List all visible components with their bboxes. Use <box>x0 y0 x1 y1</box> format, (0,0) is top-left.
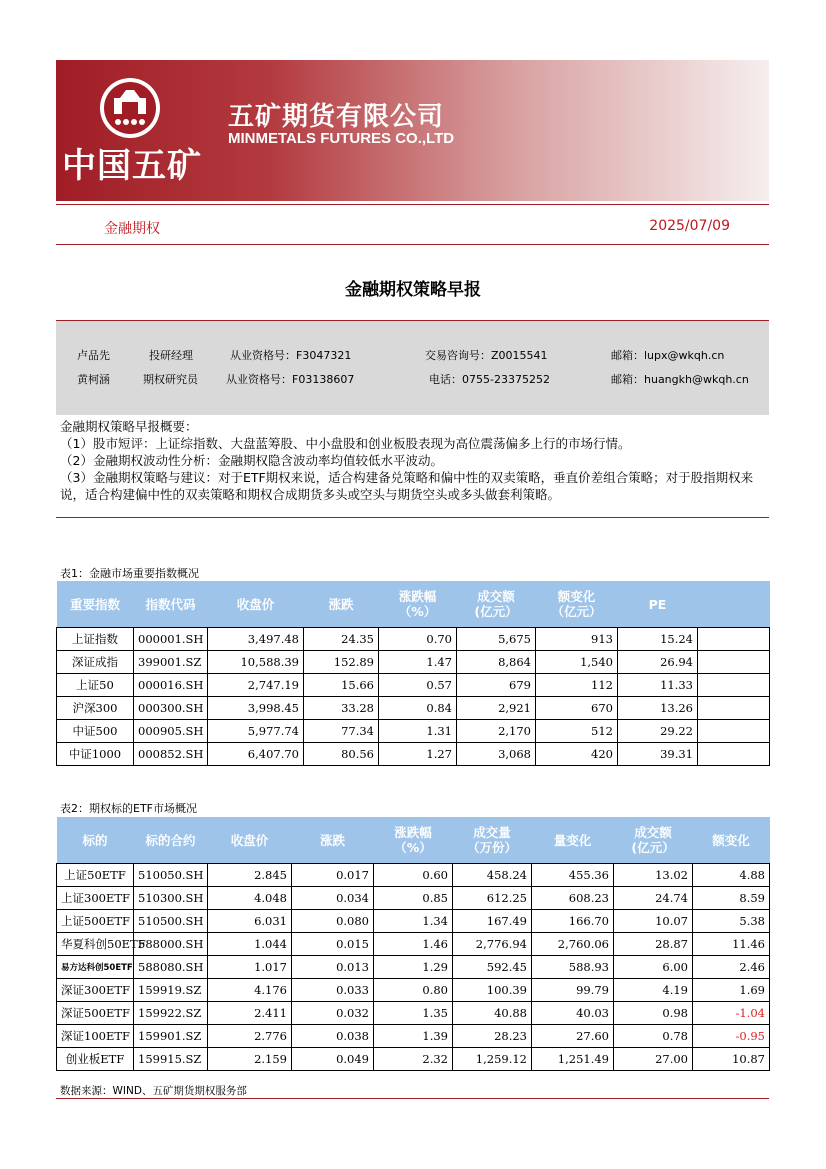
divider <box>56 244 769 245</box>
brand-name: 中国五矿 <box>62 146 202 186</box>
table-cell: 1.31 <box>379 720 457 743</box>
table-cell: 1.39 <box>374 1025 453 1048</box>
table-cell: 10.07 <box>614 910 693 933</box>
table-cell: 6.00 <box>614 956 693 979</box>
table-row <box>57 910 770 933</box>
table-cell: 420 <box>536 743 618 766</box>
table-cell: 000905.SH <box>134 720 208 743</box>
table-cell: 39.31 <box>618 743 698 766</box>
column-header: 标的 <box>57 817 134 864</box>
table-cell <box>698 628 770 651</box>
table-cell: 40.88 <box>453 1002 532 1025</box>
table-row <box>57 979 770 1002</box>
table-cell: 沪深300 <box>57 697 134 720</box>
table-row <box>57 674 770 697</box>
table-cell: 152.89 <box>304 651 379 674</box>
table-cell: 27.60 <box>532 1025 614 1048</box>
column-header: PE <box>618 581 698 628</box>
table-cell: 2,921 <box>457 697 536 720</box>
table-cell: 华夏科创50ETF <box>57 933 134 956</box>
table-cell: 1,540 <box>536 651 618 674</box>
report-date: 2025/07/09 <box>649 218 730 234</box>
table-cell: 13.02 <box>614 864 693 887</box>
table-cell: 4.176 <box>208 979 292 1002</box>
table-cell: 28.87 <box>614 933 693 956</box>
table-cell: 0.049 <box>292 1048 374 1071</box>
analyst-role: 投研经理 <box>149 349 193 362</box>
table-cell: 26.94 <box>618 651 698 674</box>
table-cell: 28.23 <box>453 1025 532 1048</box>
column-header: 收盘价 <box>208 817 292 864</box>
table-cell: 2.411 <box>208 1002 292 1025</box>
table-cell: 1,251.49 <box>532 1048 614 1071</box>
table-cell: 2,776.94 <box>453 933 532 956</box>
index-table <box>56 581 770 766</box>
table-cell: 1.47 <box>379 651 457 674</box>
table2-caption: 表2：期权标的ETF市场概况 <box>60 802 197 815</box>
table-cell: 112 <box>536 674 618 697</box>
table-cell: 深证300ETF <box>57 979 134 1002</box>
table-row <box>57 887 770 910</box>
analyst-info-box <box>56 321 769 415</box>
analyst-row <box>56 372 769 388</box>
table-cell <box>698 697 770 720</box>
table-cell: 159915.SZ <box>134 1048 208 1071</box>
table-cell: 3,497.48 <box>208 628 304 651</box>
table-cell: 2,170 <box>457 720 536 743</box>
section-label: 金融期权 <box>104 221 160 237</box>
data-source: 数据来源：WIND、五矿期货期权服务部 <box>60 1085 247 1097</box>
table-cell: 上证50ETF <box>57 864 134 887</box>
table-cell: 0.70 <box>379 628 457 651</box>
table-cell: 0.032 <box>292 1002 374 1025</box>
analyst-email: 邮箱：huangkh@wkqh.cn <box>611 373 749 386</box>
table-cell: 深证100ETF <box>57 1025 134 1048</box>
table-cell: 0.017 <box>292 864 374 887</box>
table-cell: 80.56 <box>304 743 379 766</box>
column-header: 标的合约 <box>134 817 208 864</box>
table-cell: 15.24 <box>618 628 698 651</box>
table-row <box>57 1025 770 1048</box>
column-header: 额变化 <box>693 817 770 864</box>
analyst-email: 邮箱：lupx@wkqh.cn <box>611 349 725 362</box>
table-cell: 159901.SZ <box>134 1025 208 1048</box>
analyst-row <box>56 348 769 364</box>
table-cell: 0.57 <box>379 674 457 697</box>
column-header: 涨跌 <box>304 581 379 628</box>
table-cell: 6,407.70 <box>208 743 304 766</box>
analyst-role: 期权研究员 <box>143 373 198 386</box>
table-cell: 167.49 <box>453 910 532 933</box>
table-cell: 1.044 <box>208 933 292 956</box>
table-cell: 8.59 <box>693 887 770 910</box>
table-cell: 上证50 <box>57 674 134 697</box>
table-cell: 6.031 <box>208 910 292 933</box>
table-cell: 5,977.74 <box>208 720 304 743</box>
table-cell: 512 <box>536 720 618 743</box>
column-header: 涨跌幅 （%） <box>374 817 453 864</box>
table-cell: 0.013 <box>292 956 374 979</box>
table-cell: 1.35 <box>374 1002 453 1025</box>
table-cell: 深证成指 <box>57 651 134 674</box>
divider <box>56 517 769 518</box>
table-header-row <box>57 817 770 864</box>
table-cell: 1,259.12 <box>453 1048 532 1071</box>
table-cell: -1.04 <box>693 1002 770 1025</box>
table-row <box>57 651 770 674</box>
table-cell: 0.015 <box>292 933 374 956</box>
table-cell: 上证300ETF <box>57 887 134 910</box>
table-cell: 588000.SH <box>134 933 208 956</box>
analyst-name: 黄柯涵 <box>77 373 110 386</box>
table-row <box>57 628 770 651</box>
table-cell: 2.46 <box>693 956 770 979</box>
table-cell: -0.95 <box>693 1025 770 1048</box>
table-cell: 3,068 <box>457 743 536 766</box>
minmetals-logo-icon <box>98 76 162 140</box>
table-cell: 99.79 <box>532 979 614 1002</box>
column-header: 涨跌 <box>292 817 374 864</box>
summary-item: （3）金融期权策略与建议：对于ETF期权来说，适合构建备兑策略和偏中性的双卖策略，垂直价差组合策略；对于股指期权来说，适合构建偏中性的双卖策略和期权合成期货多头或空头与期货空头或多头做套利策略。 <box>60 470 754 502</box>
table-cell: 0.038 <box>292 1025 374 1048</box>
table-cell <box>698 743 770 766</box>
table-row <box>57 864 770 887</box>
table-cell: 11.46 <box>693 933 770 956</box>
table-cell: 11.33 <box>618 674 698 697</box>
table-cell: 510300.SH <box>134 887 208 910</box>
table-cell: 上证500ETF <box>57 910 134 933</box>
table-cell: 0.60 <box>374 864 453 887</box>
table-row <box>57 1002 770 1025</box>
table-cell: 0.98 <box>614 1002 693 1025</box>
table-cell <box>698 720 770 743</box>
table-cell: 10,588.39 <box>208 651 304 674</box>
table-cell: 中证500 <box>57 720 134 743</box>
table-cell <box>698 674 770 697</box>
analyst-license: 从业资格号：F3047321 <box>230 349 352 362</box>
table-cell: 上证指数 <box>57 628 134 651</box>
company-name-cn: 五矿期货有限公司 <box>228 102 445 132</box>
table-cell: 1.46 <box>374 933 453 956</box>
table-cell: 2.32 <box>374 1048 453 1071</box>
summary-item: （1）股市短评：上证综指数、大盘蓝筹股、中小盘股和创业板股表现为高位震荡偏多上行的市场行情。 <box>60 436 631 451</box>
table-cell: 1.29 <box>374 956 453 979</box>
table-cell: 000852.SH <box>134 743 208 766</box>
table-cell: 913 <box>536 628 618 651</box>
table-cell: 588.93 <box>532 956 614 979</box>
column-header: 成交量 （万份） <box>453 817 532 864</box>
table-cell: 000016.SH <box>134 674 208 697</box>
table-row <box>57 697 770 720</box>
table-cell: 159922.SZ <box>134 1002 208 1025</box>
table-cell: 000300.SH <box>134 697 208 720</box>
table-cell: 29.22 <box>618 720 698 743</box>
table-cell: 2.159 <box>208 1048 292 1071</box>
table-cell: 000001.SH <box>134 628 208 651</box>
column-header <box>698 581 770 628</box>
table-cell: 592.45 <box>453 956 532 979</box>
table-cell: 458.24 <box>453 864 532 887</box>
table-row <box>57 933 770 956</box>
table-cell: 5.38 <box>693 910 770 933</box>
column-header: 额变化 （亿元） <box>536 581 618 628</box>
table-cell: 10.87 <box>693 1048 770 1071</box>
table-cell: 1.27 <box>379 743 457 766</box>
table-cell: 0.84 <box>379 697 457 720</box>
column-header: 收盘价 <box>208 581 304 628</box>
table-cell: 1.34 <box>374 910 453 933</box>
table-cell: 4.88 <box>693 864 770 887</box>
table-row <box>57 720 770 743</box>
analyst-name: 卢品先 <box>77 349 110 362</box>
table-cell: 创业板ETF <box>57 1048 134 1071</box>
column-header: 量变化 <box>532 817 614 864</box>
table-cell: 40.03 <box>532 1002 614 1025</box>
summary-section <box>60 418 770 503</box>
table-row <box>57 956 770 979</box>
column-header: 成交额 (亿元） <box>457 581 536 628</box>
table-cell: 24.74 <box>614 887 693 910</box>
table-cell: 679 <box>457 674 536 697</box>
table-cell: 670 <box>536 697 618 720</box>
table-cell: 5,675 <box>457 628 536 651</box>
table-cell: 33.28 <box>304 697 379 720</box>
table-row <box>57 1048 770 1071</box>
table-cell: 27.00 <box>614 1048 693 1071</box>
column-header: 重要指数 <box>57 581 134 628</box>
summary-item: （2）金融期权波动性分析：金融期权隐含波动率均值较低水平波动。 <box>60 453 443 468</box>
table-cell: 深证500ETF <box>57 1002 134 1025</box>
summary-heading: 金融期权策略早报概要： <box>60 419 198 434</box>
table-cell: 77.34 <box>304 720 379 743</box>
table-cell: 0.034 <box>292 887 374 910</box>
company-name-en: MINMETALS FUTURES CO.,LTD <box>228 130 455 147</box>
table-cell: 1.69 <box>693 979 770 1002</box>
etf-table <box>56 817 770 1071</box>
table1-caption: 表1：金融市场重要指数概况 <box>60 567 199 580</box>
table-cell: 510050.SH <box>134 864 208 887</box>
analyst-license: 从业资格号：F03138607 <box>226 373 355 386</box>
table-header-row <box>57 581 770 628</box>
table-cell: 588080.SH <box>134 956 208 979</box>
table-cell: 15.66 <box>304 674 379 697</box>
table-cell: 0.80 <box>374 979 453 1002</box>
table-cell: 0.033 <box>292 979 374 1002</box>
column-header: 指数代码 <box>134 581 208 628</box>
table-cell: 8,864 <box>457 651 536 674</box>
column-header: 成交额 (亿元） <box>614 817 693 864</box>
table-cell: 中证1000 <box>57 743 134 766</box>
table-cell: 0.080 <box>292 910 374 933</box>
analyst-contact: 交易咨询号：Z0015541 <box>425 349 548 362</box>
table-cell: 159919.SZ <box>134 979 208 1002</box>
table-cell: 510500.SH <box>134 910 208 933</box>
table-cell: 易方达科创50ETF <box>57 956 134 979</box>
table-cell: 2.845 <box>208 864 292 887</box>
table-cell: 0.78 <box>614 1025 693 1048</box>
table-cell: 2.776 <box>208 1025 292 1048</box>
analyst-contact: 电话：0755-23375252 <box>429 373 550 386</box>
table-cell: 24.35 <box>304 628 379 651</box>
table-cell: 612.25 <box>453 887 532 910</box>
table-cell: 2,747.19 <box>208 674 304 697</box>
table-cell: 1.017 <box>208 956 292 979</box>
divider <box>56 204 769 205</box>
table-cell <box>698 651 770 674</box>
table-cell: 608.23 <box>532 887 614 910</box>
table-row <box>57 743 770 766</box>
table-cell: 2,760.06 <box>532 933 614 956</box>
table-cell: 455.36 <box>532 864 614 887</box>
table-cell: 399001.SZ <box>134 651 208 674</box>
divider <box>56 1098 769 1099</box>
table-cell: 166.70 <box>532 910 614 933</box>
table-cell: 3,998.45 <box>208 697 304 720</box>
document-title: 金融期权策略早报 <box>345 280 481 300</box>
column-header: 涨跌幅 （%） <box>379 581 457 628</box>
table-cell: 100.39 <box>453 979 532 1002</box>
table-cell: 4.19 <box>614 979 693 1002</box>
table-cell: 4.048 <box>208 887 292 910</box>
table-cell: 0.85 <box>374 887 453 910</box>
table-cell: 13.26 <box>618 697 698 720</box>
